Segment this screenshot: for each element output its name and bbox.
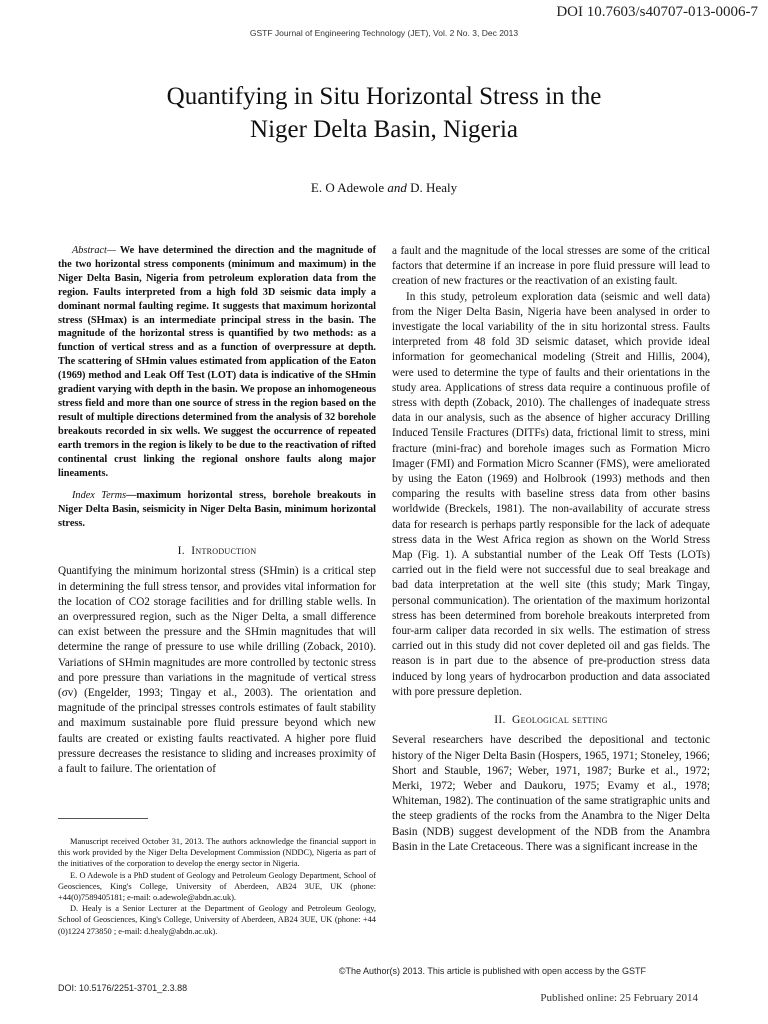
geology-paragraph: Several researchers have described the depositional and tectonic history of the Niger Delta Basin (Hospers, 1965, 1971; Stoneley, 1966; Short and Stauble, 1967; Weber, 1971, 1987; Burke et al., 1972; Merki, 1972; Weber and Daukoru, 1975; Evamy et al., 1978; Whiteman, 1982). The continuation of the same stratigraphic units and the steep gradients of the rocks from the Anambra to the Niger Delta Basin (NDB) suggest development of the NDB from the Anambra Basin in the Late Cretaceous. There was a significant increase in the (392, 734, 710, 853)
footnote-manuscript: Manuscript received October 31, 2013. The authors acknowledge the financial support in this work provided by the Niger Delta Development Commission (NDDC), Nigeria as part of the initiatives of the corporation to develop the energy sector in Nigeria. (58, 837, 376, 869)
author-1: E. O Adewole (310, 180, 385, 195)
body-paragraph-1: a fault and the magnitude of the local stresses are some of the critical factors that determine if an increase in pore fluid pressure will lead to creation of new fractures or the reactivation of an existing fault. (392, 245, 710, 288)
footnote-divider (58, 818, 148, 819)
section-1-number: I. (177, 545, 185, 558)
right-column (392, 244, 710, 855)
doi-footer: DOI: 10.5176/2251-3701_2.3.88 (58, 983, 188, 993)
footnote-author-1: E. O Adewole is a PhD student of Geology and Petroleum Geology Department, School of Geosciences, King's College, University of Aberdeen, AB24 3UE, UK (phone: +44(0)7589405181; e-mail: o.adewole@abdn.ac.uk). (58, 870, 376, 903)
author-2: D. Healy (410, 180, 458, 195)
section-2-number: II. (494, 714, 506, 727)
author-line (0, 180, 768, 196)
doi-header: DOI 10.7603/s40707-013-0006-7 (556, 4, 758, 20)
abstract (58, 244, 376, 480)
section-heading-introduction (58, 544, 376, 559)
introduction-paragraph: Quantifying the minimum horizontal stress (SHmin) is a critical step in determining the full stress tensor, and provides vital information for the location of CO2 storage facilities and for drilling stable wells. In an overpressured region, such as the Niger Delta, a small difference can exist between the pressure and the SHmin magnitudes that will determine the range of pressure to use while drilling (Zoback, 2010). Variations of SHmin magnitudes are more controlled by tectonic stress and pore pressure than variations in the magnitude of vertical stress (σv) (Engelder, 1993; Tingay et al., 2003). The orientation and magnitude of the principal stresses controls estimates of fault stability and maximum sustainable pore fluid pressure beyond which new faults are created or existing faults reactivated. A higher pore fluid pressure decreases the resistance to sliding and increases proximity of a fault to failure. The orientation of (58, 565, 376, 775)
section-heading-geology (392, 713, 710, 728)
footnotes (58, 836, 376, 937)
index-terms (58, 489, 376, 531)
index-terms-lead: Index Terms (72, 490, 127, 502)
copyright-notice: ©The Author(s) 2013. This article is published with open access by the GSTF (338, 966, 646, 976)
abstract-text: We have determined the direction and the magnitude of the two horizontal stress components (minimum and maximum) in the Niger Delta Basin, Nigeria from petroleum exploration data from the region. Faults interpreted from a high fold 3D seismic data imply a dominant normal faulting regime. It suggests that maximum horizontal stress (SHmax) is an intermediate principal stress in the basin. The magnitude of the horizontal stress is quantified by two methods: as a function of vertical stress and as a function of overpressure at depth. The scattering of SHmin values estimated from application of the Eaton (1969) method and Leak Off Test (LOT) data is indicative of the SHmin gradient varying with depth in the basin. We propose an inhomogeneous stress field and more than one source of stress in the region based on the result of multiple directions determined from the analysis of 32 borehole breakouts recorded in six wells. We suggest the occurrence of repeated earth tremors in the region is likely to be due to the reactivation of rifted continental crust linking the regional onshore faults along major lineaments. (58, 245, 377, 479)
section-1-title: Introduction (191, 545, 257, 558)
paper-title (0, 80, 768, 146)
author-conjunction: and (387, 180, 407, 195)
title-line-1: Quantifying in Situ Horizontal Stress in the (166, 83, 602, 110)
section-2-title: Geological setting (512, 714, 608, 727)
abstract-lead: Abstract— (72, 245, 117, 256)
title-line-2: Niger Delta Basin, Nigeria (250, 116, 518, 143)
published-date: Published online: 25 February 2014 (540, 992, 698, 1004)
index-terms-text: —maximum horizontal stress, borehole breakouts in Niger Delta Basin, seismicity in Niger Delta Basin, minimum horizontal stress. (58, 490, 377, 530)
journal-citation: GSTF Journal of Engineering Technology (JET), Vol. 2 No. 3, Dec 2013 (249, 28, 519, 38)
body-paragraph-2: In this study, petroleum exploration data (seismic and well data) from the Niger Delta Basin, Nigeria have been analysed in order to investigate the local variability of the in situ horizontal stress. Faults interpreted from 48 fold 3D seismic dataset, which provide ideal information for geomechanical modeling (Streit and Hillis, 2004), were used to determine the type of faults and their orientations in the study area. Applications of stress data require a continuous profile of stress with depth (Zoback, 2010). The challenges of inadequate stress data in our analysis, such as the absence of higher accuracy Drilling Induced Tensile Fractures (DITFs) data, frictional limit to stress, mini fracture (mini-frac) and borehole images such as Formation Micro Imager (FMI) and Formation Micro Scanner (FMS), were ameliorated by using the Eaton (1969) and Holbrook (1993) methods and then comparing the results with baseline stress data from other basins worldwide (Breckels, 1981). The non-availability of accurate stress data for research is perhaps partly responsible for the lack of adequate stress data in the West Africa region as shown on the World Stress Map (Fig. 1). A substantial number of the Leak Off Tests (LOTs) carried out in the field were not successful due to seal breakage and bad data interpretation at the well site (this study; Mark Tingay, personal communication). The orientation of the maximum horizontal stress has been determined from borehole breakouts interpreted from four-arm caliper data recorded in six wells. The estimation of stress carried out in this study did not cover depleted oil and gas fields. The reason is in part due to the absence of pre-production stress data induced by long years of hydrocarbon production and data associated with pore pressure depletion. (392, 290, 710, 698)
footnote-author-2: D. Healy is a Senior Lecturer at the Department of Geology and Petroleum Geology, School of Geosciences, King's College, University of Aberdeen, AB24 3UE, UK (phone: +44 (0)1224 273850 ; e-mail: d.healy@abdn.ac.uk). (58, 904, 376, 936)
left-column (58, 244, 376, 777)
